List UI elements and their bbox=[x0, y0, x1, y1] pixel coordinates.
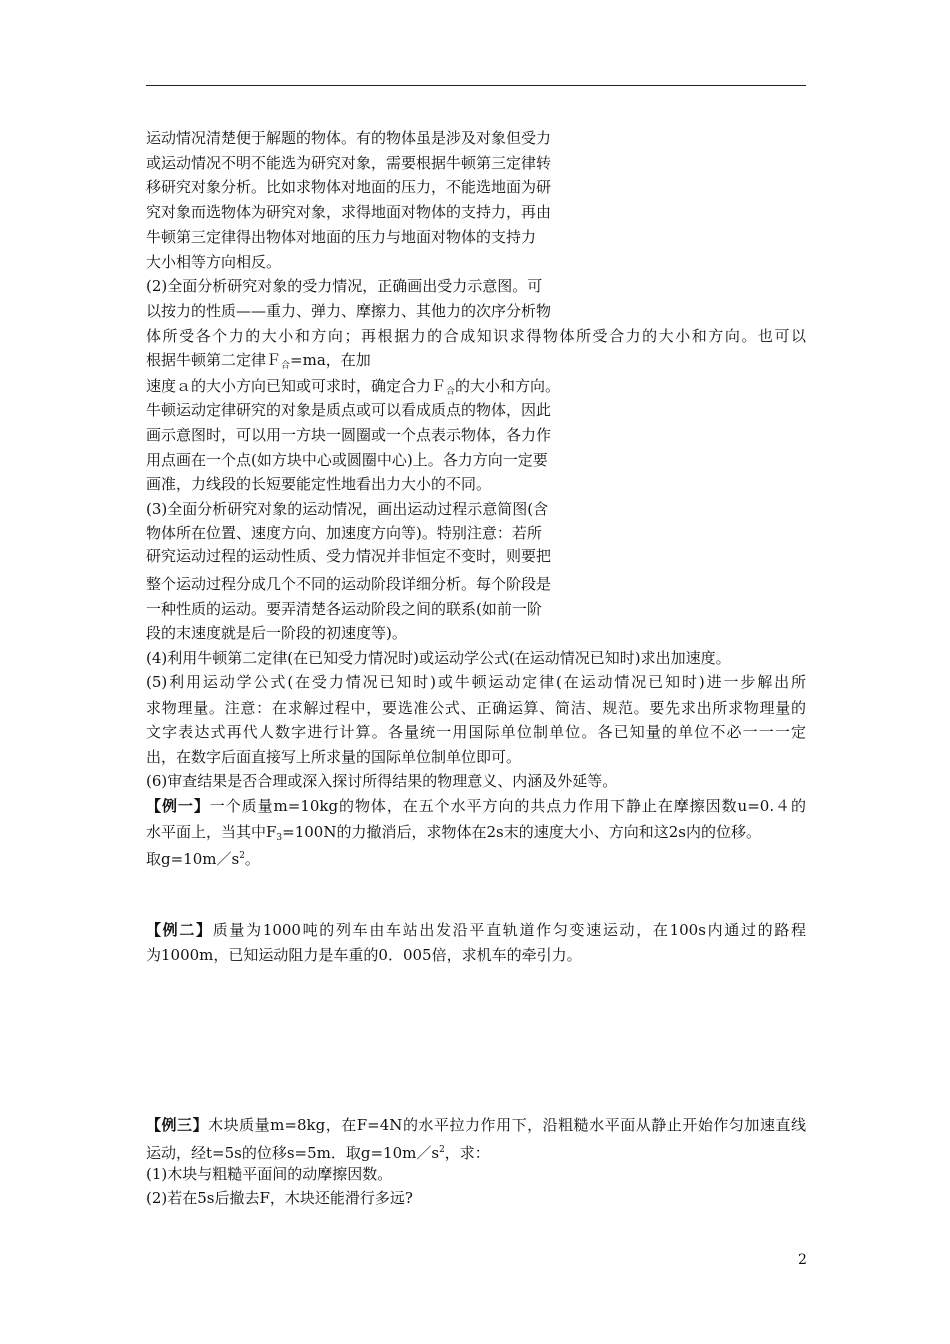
page-number: 2 bbox=[798, 1252, 807, 1268]
example1-line-2-pre: 水平面上，当其中F bbox=[146, 823, 277, 841]
para5-line-1: (5)利用运动学公式(在受力情况已知时)或牛顿运动定律(在运动情况已知时)进一步解出所 bbox=[146, 673, 806, 691]
para2-line-5-post: 的大小和方向。 bbox=[455, 377, 561, 395]
para4-line: (4)利用牛顿第二定律(在已知受力情况时)或运动学公式(在运动情况已知时)求出加速度。 bbox=[146, 649, 731, 667]
para1-line-6: 大小相等方向相反。 bbox=[146, 253, 282, 271]
example2-line-1-text: 质量为1000吨的列车由车站出发沿平直轨道作匀变速运动，在100s内通过的路程 bbox=[212, 921, 806, 939]
example3-question-1: (1)木块与粗糙平面间的动摩擦因数。 bbox=[146, 1165, 393, 1183]
para2-line-2: 以按力的性质——重力、弹力、摩擦力、其他力的次序分析物 bbox=[146, 302, 552, 320]
example1-line-1 bbox=[146, 796, 806, 816]
para5-line-2: 求物理量。注意：在求解过程中，要选准公式、正确运算、简洁、规范。要先求出所求物理量的 bbox=[146, 699, 806, 717]
para5-line-3: 文字表达式再代人数字进行计算。各量统一用国际单位制单位。各已知量的单位不必一一一定 bbox=[146, 723, 806, 741]
example3-line-2-post: ，求： bbox=[444, 1144, 490, 1162]
example3-question-2: (2)若在5s后撤去F，木块还能滑行多远? bbox=[146, 1189, 413, 1207]
para3-line-3: 研究运动过程的运动性质、受力情况并非恒定不变时，则要把 bbox=[146, 547, 552, 565]
para1-line-1: 运动情况清楚便于解题的物体。有的物体虽是涉及对象但受力 bbox=[146, 129, 552, 147]
para2-line-6: 牛顿运动定律研究的对象是质点或可以看成质点的物体，因此 bbox=[146, 401, 552, 419]
para5-line-4: 出，在数字后面直接写上所求量的国际单位制单位即可。 bbox=[146, 748, 522, 766]
example3-line-2-pre: 运动，经t=5s的位移s=5m．取g=10m／s bbox=[146, 1144, 440, 1162]
para2-line-5 bbox=[146, 376, 560, 402]
example1-line-3-pre: 取g=10m／s bbox=[146, 850, 240, 868]
example2-line-1 bbox=[146, 920, 806, 940]
example1-line-2-post: =100N的力撤消后，求物体在2s末的速度大小、方向和这2s内的位移。 bbox=[282, 823, 761, 841]
superscript-2: 2 bbox=[239, 851, 245, 861]
para3-line-2: 物体所在位置、速度方向、加速度方向等)。特别注意：若所 bbox=[146, 524, 542, 542]
para2-line-3: 体所受各个力的大小和方向；再根据力的合成知识求得物体所受合力的大小和方向。也可以 bbox=[146, 327, 806, 345]
para3-line-6: 段的末速度就是后一阶段的初速度等)。 bbox=[146, 624, 407, 642]
para3-line-5: 一种性质的运动。要弄清楚各运动阶段之间的联系(如前一阶 bbox=[146, 600, 542, 618]
para2-line-4-post: =ma，在加 bbox=[290, 351, 371, 369]
para2-line-4-pre: 根据牛顿第二定律Ｆ bbox=[146, 351, 282, 369]
para2-line-8: 用点画在一个点(如方块中心或圆圈中心)上。各力方向一定要 bbox=[146, 451, 548, 469]
example2-line-2: 为1000m，已知运动阻力是车重的0．005倍，求机车的牵引力。 bbox=[146, 946, 582, 964]
subscript-he: 合 bbox=[281, 361, 291, 371]
para6-line: (6)审查结果是否合理或深入探讨所得结果的物理意义、内涵及外延等。 bbox=[146, 772, 618, 790]
example1-label: 【例一】 bbox=[146, 797, 210, 815]
example1-line-3-post: 。 bbox=[244, 850, 260, 868]
para3-line-4: 整个运动过程分成几个不同的运动阶段详细分析。每个阶段是 bbox=[146, 575, 552, 593]
para1-line-3: 移研究对象分析。比如求物体对地面的压力，不能选地面为研 bbox=[146, 178, 552, 196]
para2-line-4 bbox=[146, 350, 371, 376]
para1-line-5: 牛顿第三定律得出物体对地面的压力与地面对物体的支持力 bbox=[146, 228, 537, 246]
para2-line-7: 画示意图时，可以用一方块一圆圈或一个点表示物体，各力作 bbox=[146, 426, 552, 444]
subscript-3: 3 bbox=[276, 833, 283, 843]
example1-line-1-text: 一个质量m=10kg的物体，在五个水平方向的共点力作用下静止在摩擦因数u=0.４的 bbox=[209, 797, 806, 815]
example3-line-1 bbox=[146, 1115, 806, 1135]
example1-line-3 bbox=[146, 846, 260, 869]
example2-label: 【例二】 bbox=[146, 921, 213, 939]
para2-line-5-pre: 速度ａ的大小方向已知或可求时，确定合力Ｆ bbox=[146, 377, 447, 395]
para3-line-1: (3)全面分析研究对象的运动情况，画出运动过程示意简图(含 bbox=[146, 500, 549, 518]
para1-line-2: 或运动情况不明不能选为研究对象，需要根据牛顿第三定律转 bbox=[146, 154, 552, 172]
example1-line-2 bbox=[146, 822, 761, 848]
superscript-2: 2 bbox=[439, 1145, 445, 1155]
example3-line-1-text: 木块质量m=8kg，在F=4N的水平拉力作用下，沿粗糙水平面从静止开始作匀加速直线 bbox=[208, 1116, 806, 1134]
example3-line-2 bbox=[146, 1140, 490, 1163]
para1-line-4: 究对象而选物体为研究对象，求得地面对物体的支持力，再由 bbox=[146, 203, 552, 221]
example3-label: 【例三】 bbox=[146, 1116, 209, 1134]
header-rule bbox=[146, 85, 806, 86]
para2-line-9: 画准，力线段的长短要能定性地看出力大小的不同。 bbox=[146, 475, 492, 493]
subscript-he: 合 bbox=[446, 387, 456, 397]
para2-line-1: (2)全面分析研究对象的受力情况，正确画出受力示意图。可 bbox=[146, 277, 543, 295]
